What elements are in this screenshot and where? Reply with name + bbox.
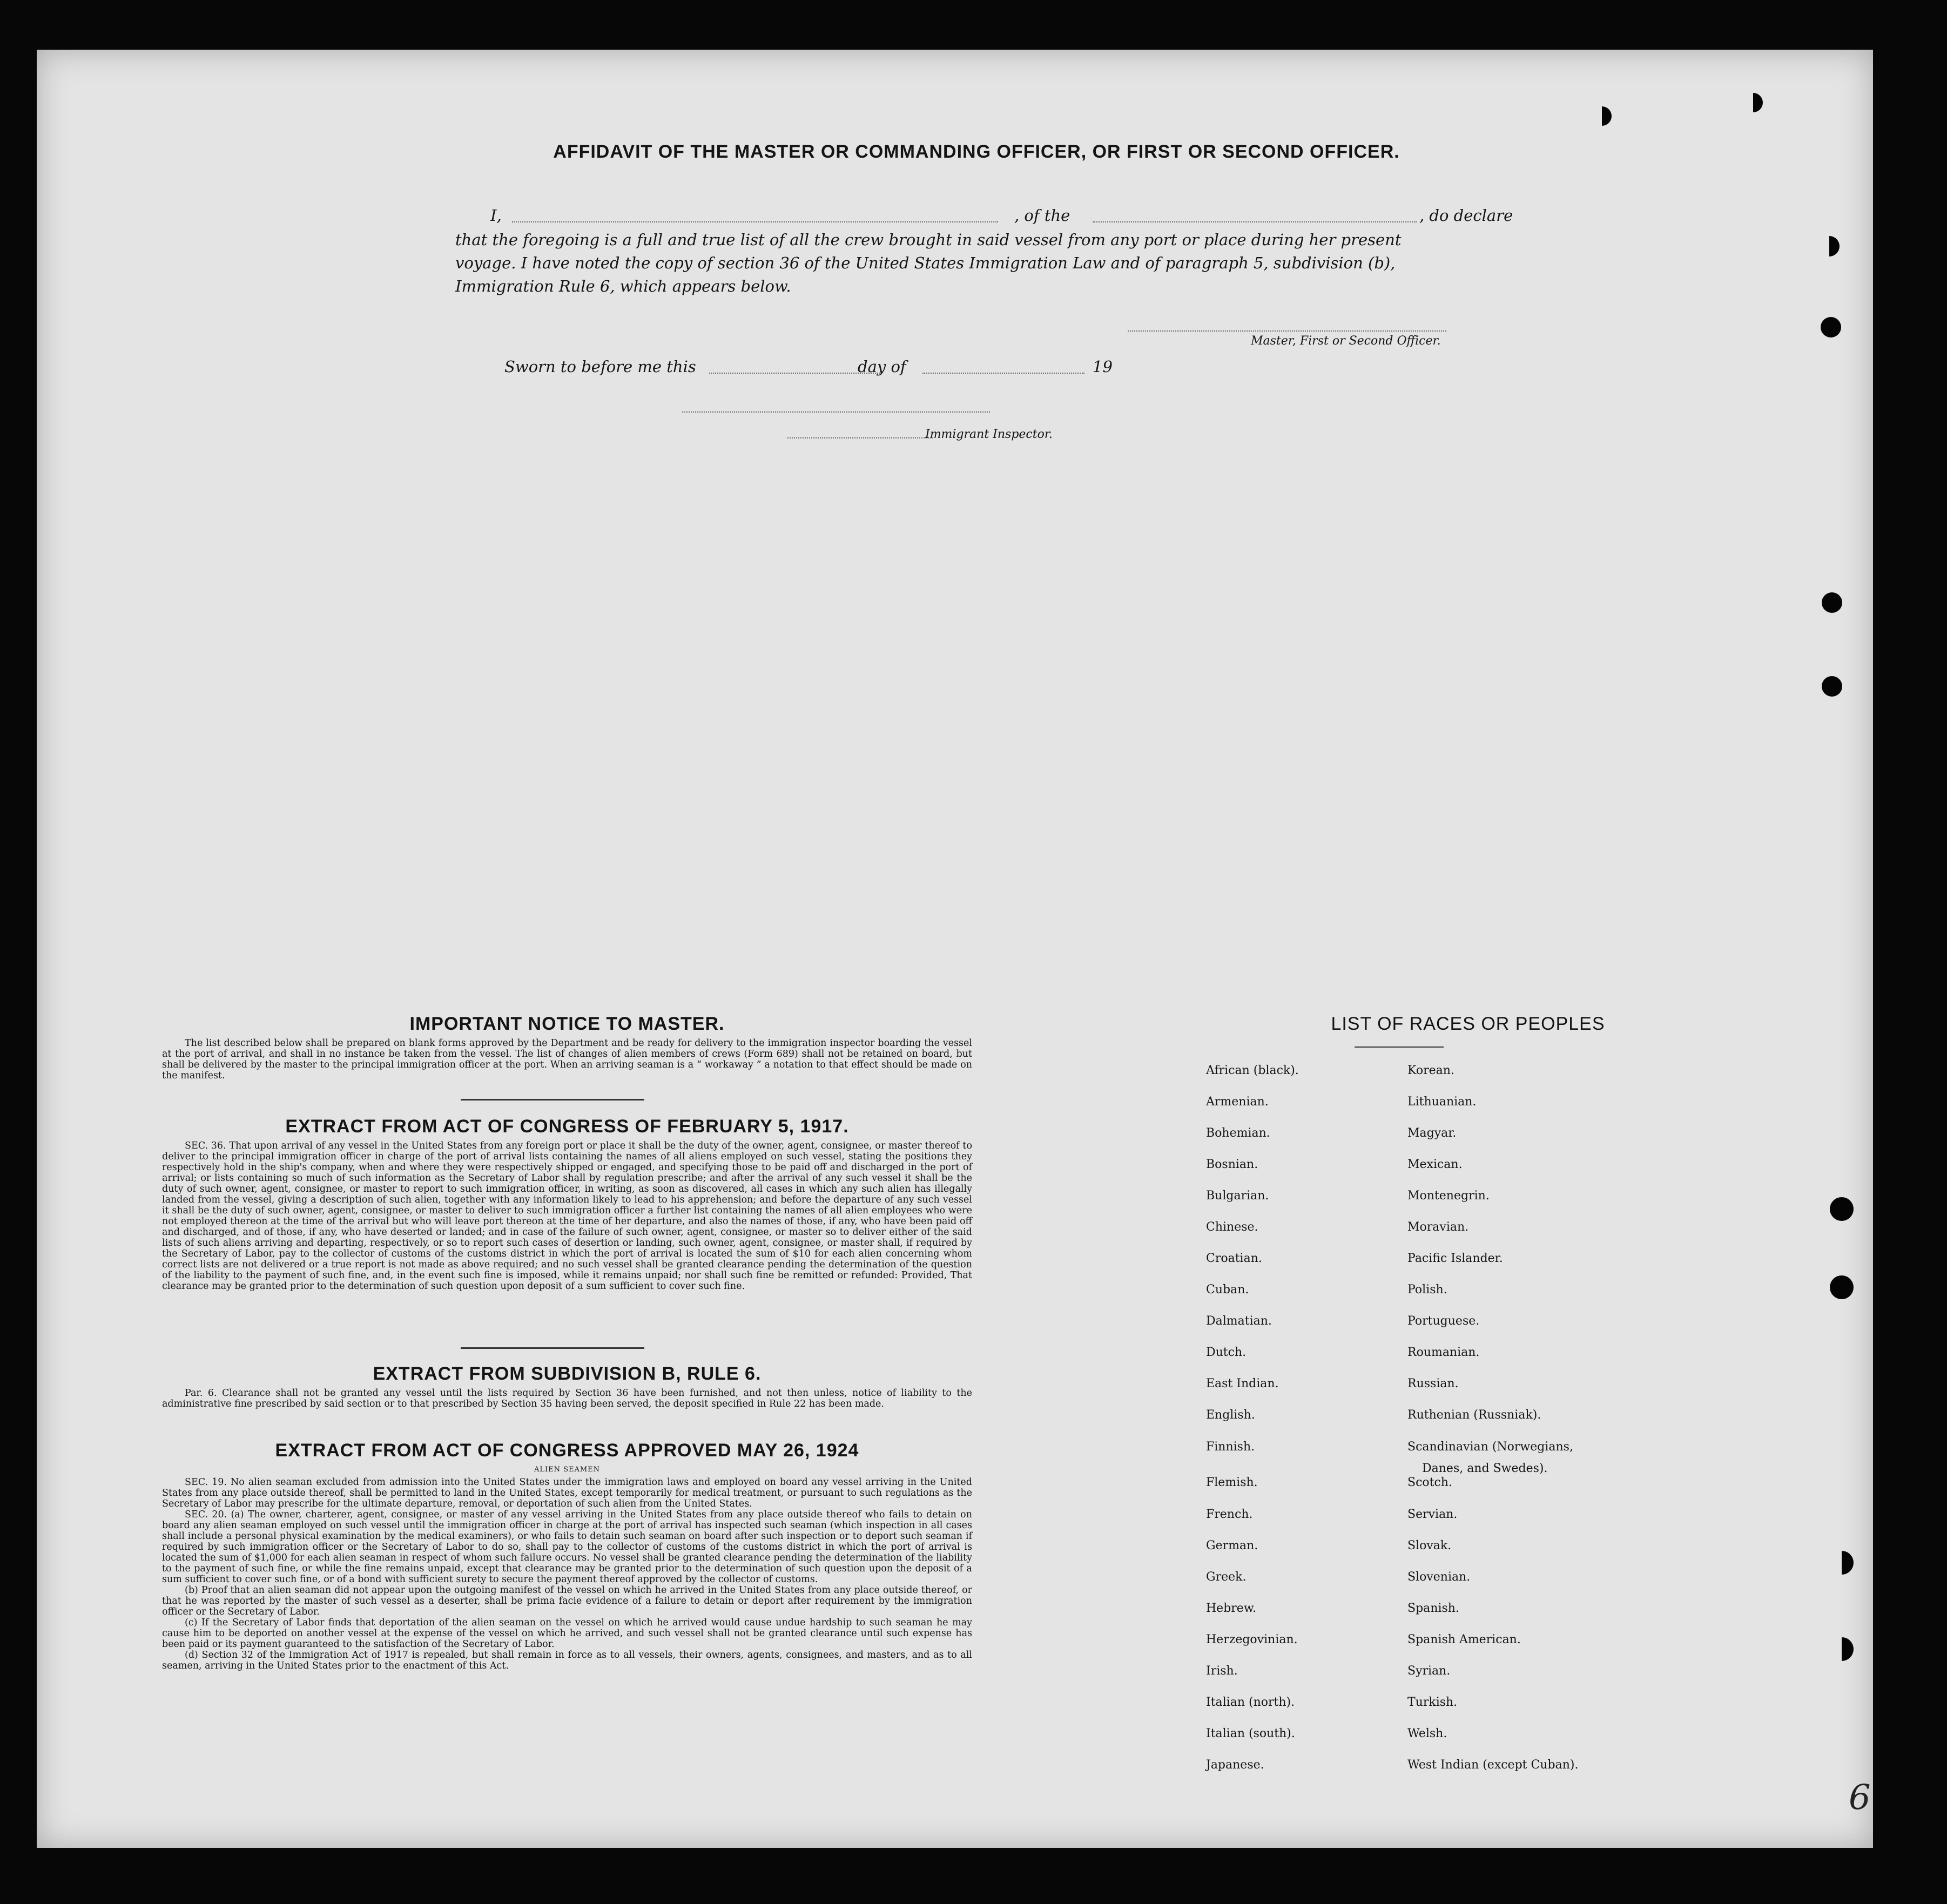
inspector-caption: Immigrant Inspector. <box>925 428 1053 441</box>
race-item: Bohemian. <box>1206 1126 1270 1140</box>
master-signature-caption: Master, First or Second Officer. <box>1251 334 1441 348</box>
race-item: Slovak. <box>1407 1539 1452 1552</box>
race-item: Greek. <box>1206 1570 1247 1584</box>
race-item: Armenian. <box>1206 1095 1269 1109</box>
race-item: West Indian (except Cuban). <box>1407 1758 1579 1772</box>
document-page <box>37 50 1873 1848</box>
race-item: Italian (south). <box>1206 1727 1295 1740</box>
sworn-day-line[interactable] <box>709 373 882 374</box>
binder-hole <box>1822 592 1842 613</box>
divider <box>461 1099 644 1100</box>
race-item: Spanish American. <box>1407 1633 1521 1646</box>
binder-hole <box>1830 1637 1854 1661</box>
sec-20d-paragraph: (d) Section 32 of the Immigration Act of 1917 is repealed, but shall remain in force as to all vessels, their owners, agents, consignees, and masters, and as to all seamen, arriving in the United States prior to the enactment of this Act. <box>162 1650 972 1671</box>
affidavit-body-line-3: Immigration Rule 6, which appears below. <box>455 277 791 295</box>
day-of-label: day of <box>858 357 906 376</box>
sec-20b-paragraph: (b) Proof that an alien seaman did not appear upon the outgoing manifest of the vessel on which he arrived in the United States from any place outside thereof, or that he was reported by the master of such vessel as a deserter, shall be prima facie evidence of a failure to detain or deport after requirement by the immigration officer or the Secretary of Labor. <box>162 1585 972 1617</box>
sworn-label: Sworn to before me this <box>504 357 696 376</box>
extract-1917-heading: EXTRACT FROM ACT OF CONGRESS OF FEBRUARY 5, 1917. <box>285 1116 849 1137</box>
race-item: Roumanian. <box>1407 1346 1480 1359</box>
race-item: Servian. <box>1407 1508 1458 1521</box>
races-divider <box>1355 1046 1444 1048</box>
race-item: Irish. <box>1206 1664 1238 1678</box>
extract-rule6-text <box>162 1388 972 1409</box>
race-item: African (black). <box>1206 1064 1299 1077</box>
inspector-signature-line-top[interactable] <box>682 411 990 413</box>
race-item: Korean. <box>1407 1064 1454 1077</box>
race-item: Spanish. <box>1407 1602 1459 1615</box>
binder-hole <box>1592 106 1612 126</box>
binder-hole <box>1819 236 1840 256</box>
handwritten-page-number: 6 <box>1849 1778 1871 1818</box>
notice-text <box>162 1038 972 1081</box>
par-6-paragraph: Par. 6. Clearance shall not be granted any vessel until the lists required by Section 36 have been furnished, and not then unless, notice of liability to the administrative fine prescribed by said section or to that prescribed by Section 35 having been served, the deposit specified in Rule 22 has been made. <box>162 1388 972 1409</box>
affidavit-i-label: I, <box>490 206 502 225</box>
race-item: Welsh. <box>1407 1727 1447 1740</box>
race-item: Lithuanian. <box>1407 1095 1477 1109</box>
master-signature-line[interactable] <box>1128 330 1446 332</box>
sec-19-paragraph: SEC. 19. No alien seaman excluded from admission into the United States under the immigration laws and employed on board any vessel arriving in the United States from any place outside thereof, shall be permitted to land in the United States, except temporarily for medical treatment, or pursuant to such regulations as the Secretary of Labor may prescribe for the ultimate departure, removal, or deportation of such alien from the United States. <box>162 1477 972 1509</box>
extract-1917-text <box>162 1140 972 1292</box>
sec-36-paragraph: SEC. 36. That upon arrival of any vessel in the United States from any foreign port or place it shall be the duty of the owner, agent, consignee, or master thereof to deliver to the principal immigration officer in charge of the port of arrival lists containing the names of all aliens employed on such vessel, stating the positions they respectively hold in the ship's company, when and where they were respectively shipped or engaged, and specifying those to be paid off and discharged in the port of arrival; or lists containing so much of such information as the Secretary of Labor shall by regulation prescribe; and after the arrival of any such vessel it shall be the duty of such owner, agent, consignee, or master to report to such immigration officer, in writing, as soon as discovered, all cases in which any such alien has illegally landed from the vessel, giving a description of such alien, together with any information likely to lead to his apprehension; and before the departure of any such vessel it shall be the duty of such owner, agent, consignee, or master to deliver to such immigration officer a further list containing the names of all alien employees who were not employed thereon at the time of the arrival but who will leave port thereon at the time of her departure, and also the names of those, if any, who have been paid off and discharged, and of those, if any, who have deserted or landed; and in case of the failure of such owner, agent, consignee, or master so to deliver either of the said lists of such aliens arriving and departing, respectively, or so to report such cases of desertion or landing, such owner, agent, consignee, or master shall, if required by the Secretary of Labor, pay to the collector of customs of the customs district in which the port of arrival is located the sum of $10 for each alien concerning whom correct lists are not delivered or a true report is not made as above required; and no such vessel shall be granted clearance pending the determination of the question of the liability to the payment of such fine, and, in the event such fine is imposed, while it remains unpaid; nor shall such fine be remitted or refunded: Provided, That clearance may be granted prior to the determination of such question upon deposit of a sum sufficient to cover such fine. <box>162 1140 972 1292</box>
race-item: English. <box>1206 1408 1255 1422</box>
race-item: Bosnian. <box>1206 1158 1258 1171</box>
inspector-signature-line[interactable] <box>787 437 933 438</box>
race-item: Portuguese. <box>1407 1314 1480 1328</box>
race-item: Finnish. <box>1206 1440 1255 1454</box>
affidavit-heading: AFFIDAVIT OF THE MASTER OR COMMANDING OFFICER, OR FIRST OR SECOND OFFICER. <box>553 141 1400 162</box>
race-item: Mexican. <box>1407 1158 1463 1171</box>
race-item: Scotch. <box>1407 1476 1452 1489</box>
sworn-month-line[interactable] <box>922 373 1084 374</box>
binder-hole <box>1830 1275 1854 1299</box>
race-item: Flemish. <box>1206 1476 1258 1489</box>
race-item: Japanese. <box>1206 1758 1264 1772</box>
races-heading: LIST OF RACES OR PEOPLES <box>1331 1014 1605 1034</box>
declarant-name-line[interactable] <box>512 221 998 222</box>
race-item: German. <box>1206 1539 1258 1552</box>
race-item: Italian (north). <box>1206 1696 1295 1709</box>
binder-hole <box>1822 676 1842 697</box>
alien-seamen-subheading: ALIEN SEAMEN <box>534 1466 601 1474</box>
race-item: Dalmatian. <box>1206 1314 1272 1328</box>
extract-1924-text <box>162 1477 972 1671</box>
race-item: Ruthenian (Russniak). <box>1407 1408 1541 1422</box>
race-item: Syrian. <box>1407 1664 1451 1678</box>
affidavit-body-line-2: voyage. I have noted the copy of section 36 of the United States Immigration Law and of paragraph 5, subdivision (b), <box>455 254 1396 272</box>
affidavit-do-declare: , do declare <box>1419 206 1513 225</box>
affidavit-body-line-1: that the foregoing is a full and true list of all the crew brought in said vessel from any port or place during her present <box>455 231 1402 249</box>
race-item: Scandinavian (Norwegians, <box>1407 1440 1573 1454</box>
bleed-through-heading <box>318 141 327 181</box>
extract-rule6-heading: EXTRACT FROM SUBDIVISION B, RULE 6. <box>373 1363 762 1384</box>
sec-20a-paragraph: SEC. 20. (a) The owner, charterer, agent, consignee, or master of any vessel arriving in the United States from any place outside thereof who fails to detain on board any alien seaman employed on such vessel until the immigration officer in charge at the port of arrival has inspected such seaman (which inspection in all cases shall include a personal physical examination by the medical examiners), or who fails to detain such seaman on board after such inspection or to deport such seaman if required by such immigration officer or the Secretary of Labor to do so, shall pay to the collector of customs of the customs district in which the port of arrival is located the sum of $1,000 for each alien seaman in respect of whom such failure occurs. No vessel shall be granted clearance pending the determination of the liability to the payment of such fine, or while the fine remains unpaid, except that clearance may be granted prior to the determination of such question upon the deposit of a sum sufficient to cover such fine, or of a bond with sufficient surety to secure the payment thereof approved by the collector of customs. <box>162 1509 972 1585</box>
race-item: Montenegrin. <box>1407 1189 1490 1203</box>
binder-hole <box>1830 1197 1854 1221</box>
notice-paragraph: The list described below shall be prepared on blank forms approved by the Department and be ready for delivery to the immigration inspector boarding the vessel at the port of arrival, and shall in no instance be taken from the vessel. The list of changes of alien members of crews (Form 689) shall not be retained on board, but shall be delivered by the master to the principal immigration officer at the port. When an arriving seaman is a “ workaway ” a notation to that effect should be made on the manifest. <box>162 1038 972 1081</box>
divider <box>461 1347 644 1349</box>
sworn-year-label: 19 <box>1093 357 1113 376</box>
race-item: Magyar. <box>1407 1126 1457 1140</box>
race-item: Cuban. <box>1206 1283 1249 1297</box>
vessel-name-line[interactable] <box>1093 221 1417 222</box>
race-item: Croatian. <box>1206 1252 1262 1265</box>
race-item: Hebrew. <box>1206 1602 1257 1615</box>
race-item: French. <box>1206 1508 1253 1521</box>
race-item: Russian. <box>1407 1377 1459 1390</box>
race-item: Bulgarian. <box>1206 1189 1269 1203</box>
affidavit-of-the: , of the <box>1014 206 1070 225</box>
race-item: Pacific Islander. <box>1407 1252 1503 1265</box>
race-item: Dutch. <box>1206 1346 1247 1359</box>
extract-1924-heading: EXTRACT FROM ACT OF CONGRESS APPROVED MAY 26, 1924 <box>275 1440 859 1461</box>
binder-hole <box>1743 93 1763 112</box>
race-item: Slovenian. <box>1407 1570 1471 1584</box>
binder-hole <box>1830 1551 1854 1575</box>
binder-hole <box>1821 317 1841 337</box>
race-item: Herzegovinian. <box>1206 1633 1298 1646</box>
race-item: Chinese. <box>1206 1220 1258 1234</box>
race-item: Turkish. <box>1407 1696 1458 1709</box>
race-item: East Indian. <box>1206 1377 1279 1390</box>
race-item: Moravian. <box>1407 1220 1469 1234</box>
sec-20c-paragraph: (c) If the Secretary of Labor finds that deportation of the alien seaman on the vessel on which he arrived would cause undue hardship to such seaman he may cause him to be deported on another vessel at the expense of the vessel on which he arrived, and such vessel shall not be granted clearance until such expense has been paid or its payment guaranteed to the satisfaction of the Secretary of Labor. <box>162 1617 972 1650</box>
race-item: Polish. <box>1407 1283 1447 1297</box>
race-item-continuation: Danes, and Swedes). <box>1422 1462 1548 1475</box>
notice-heading: IMPORTANT NOTICE TO MASTER. <box>409 1014 725 1034</box>
